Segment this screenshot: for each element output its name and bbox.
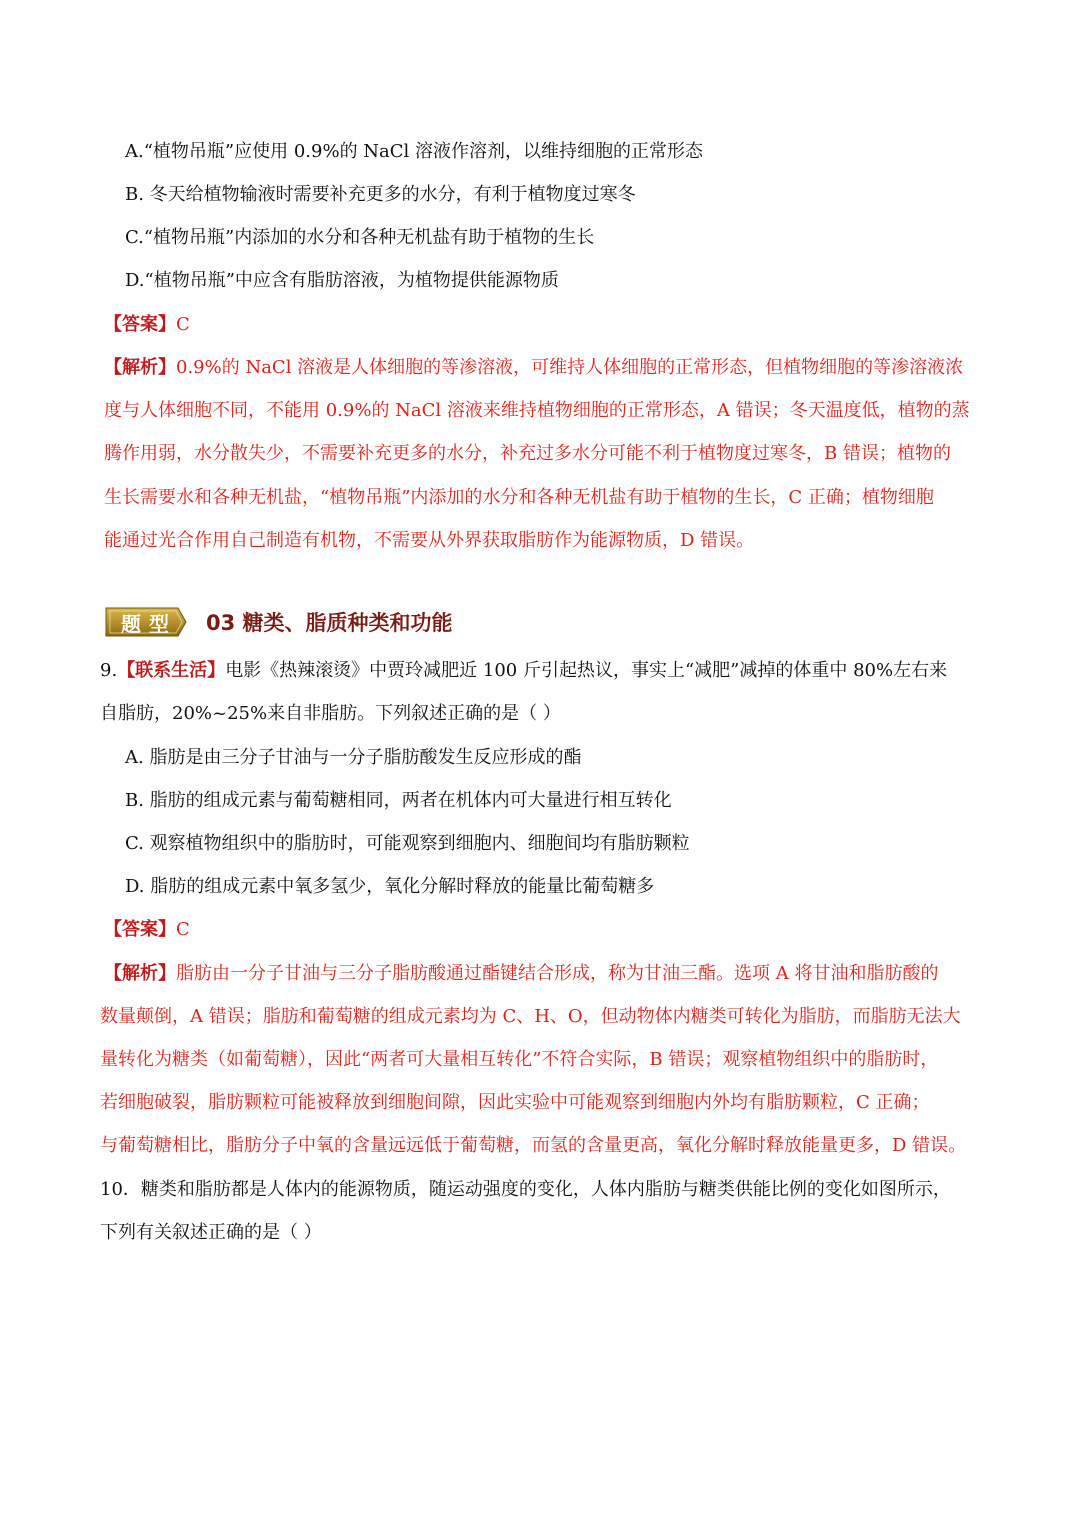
q9-option-d: D. 脂肪的组成元素中氧多氢少，氧化分解时释放的能量比葡萄糖多 <box>125 876 655 897</box>
q9-analysis-line-3: 量转化为糖类（如葡萄糖），因此“两者可大量相互转化”不符合实际，B 错误；观察植物组织中的脂肪时， <box>100 1049 939 1070</box>
q9-analysis-line-5: 与葡萄糖相比，脂肪分子中氧的含量远远低于葡萄糖，而氢的含量更高，氧化分解时释放能量更多，D 错误。 <box>100 1135 967 1156</box>
q9-analysis-tag: 【解析】 <box>104 963 176 984</box>
q9-option-a: A. 脂肪是由三分子甘油与一分子脂肪酸发生反应形成的酯 <box>125 747 582 768</box>
q8-analysis-line-4: 生长需要水和各种无机盐，“植物吊瓶”内添加的水分和各种无机盐有助于植物的生长，C 正确；植物细胞 <box>104 487 934 508</box>
q9-answer-value: C <box>176 919 190 940</box>
q8-answer-tag: 【答案】 <box>104 314 176 335</box>
q8-option-b: B. 冬天给植物输液时需要补充更多的水分，有利于植物度过寒冬 <box>125 184 636 205</box>
q8-option-c: C.“植物吊瓶”内添加的水分和各种无机盐有助于植物的生长 <box>125 227 595 248</box>
q9-stem-line-2: 自脂肪，20%~25%来自非脂肪。下列叙述正确的是（ ） <box>100 703 561 724</box>
section-header <box>104 603 453 641</box>
q8-analysis-line-3: 腾作用弱，水分散失少，不需要补充更多的水分，补充过多水分可能不利于植物度过寒冬，B 错误；植物的 <box>104 443 951 464</box>
q9-analysis-text-1: 脂肪由一分子甘油与三分子脂肪酸通过酯键结合形成，称为甘油三酯。选项 A 将甘油和脂肪酸的 <box>176 963 939 984</box>
q8-option-a: A.“植物吊瓶”应使用 0.9%的 NaCl 溶液作溶剂，以维持细胞的正常形态 <box>125 141 704 162</box>
q9-number: 9. <box>100 660 118 681</box>
q9-analysis-line-2: 数量颠倒，A 错误；脂肪和葡萄糖的组成元素均为 C、H、O，但动物体内糖类可转化为脂肪，而脂肪无法大 <box>100 1006 961 1027</box>
section-title: 03 糖类、脂质种类和功能 <box>206 611 453 635</box>
q9-option-b: B. 脂肪的组成元素与葡萄糖相同，两者在机体内可大量进行相互转化 <box>125 790 672 811</box>
q9-tag: 【联系生活】 <box>117 660 226 681</box>
q8-analysis-line-5: 能通过光合作用自己制造有机物，不需要从外界获取脂肪作为能源物质，D 错误。 <box>104 530 755 551</box>
q10-stem-line-1: 10．糖类和脂肪都是人体内的能源物质，随运动强度的变化，人体内脂肪与糖类供能比例的变化如图所示， <box>100 1179 951 1200</box>
q9-stem-text-1: 电影《热辣滚烫》中贾玲减肥近 100 斤引起热议，事实上“减肥”减掉的体重中 80%左右来 <box>225 660 948 681</box>
q9-answer <box>104 918 190 942</box>
section-badge <box>104 605 188 639</box>
q9-option-c: C. 观察植物组织中的脂肪时，可能观察到细胞内、细胞间均有脂肪颗粒 <box>125 833 690 854</box>
q8-analysis-line-1 <box>104 356 963 380</box>
q9-analysis-line-1 <box>104 962 938 986</box>
q9-stem-line-1 <box>100 659 947 683</box>
q9-answer-tag: 【答案】 <box>104 919 176 940</box>
q8-answer-value: C <box>176 314 190 335</box>
q8-answer <box>104 313 190 337</box>
q8-analysis-line-2: 度与人体细胞不同，不能用 0.9%的 NaCl 溶液来维持植物细胞的正常形态，A 错误；冬天温度低，植物的蒸 <box>104 400 970 421</box>
q9-analysis-line-4: 若细胞破裂，脂肪颗粒可能被释放到细胞间隙，因此实验中可能观察到细胞内外均有脂肪颗粒，C 正确； <box>100 1092 930 1113</box>
q10-stem-line-2: 下列有关叙述正确的是（ ） <box>100 1222 322 1243</box>
q8-analysis-tag: 【解析】 <box>104 357 176 378</box>
q8-option-d: D.“植物吊瓶”中应含有脂肪溶液，为植物提供能源物质 <box>125 270 559 291</box>
q8-analysis-text-1: 0.9%的 NaCl 溶液是人体细胞的等渗溶液，可维持人体细胞的正常形态，但植物细胞的等渗溶液浓 <box>176 357 964 378</box>
section-badge-text: 题型 <box>121 611 177 636</box>
